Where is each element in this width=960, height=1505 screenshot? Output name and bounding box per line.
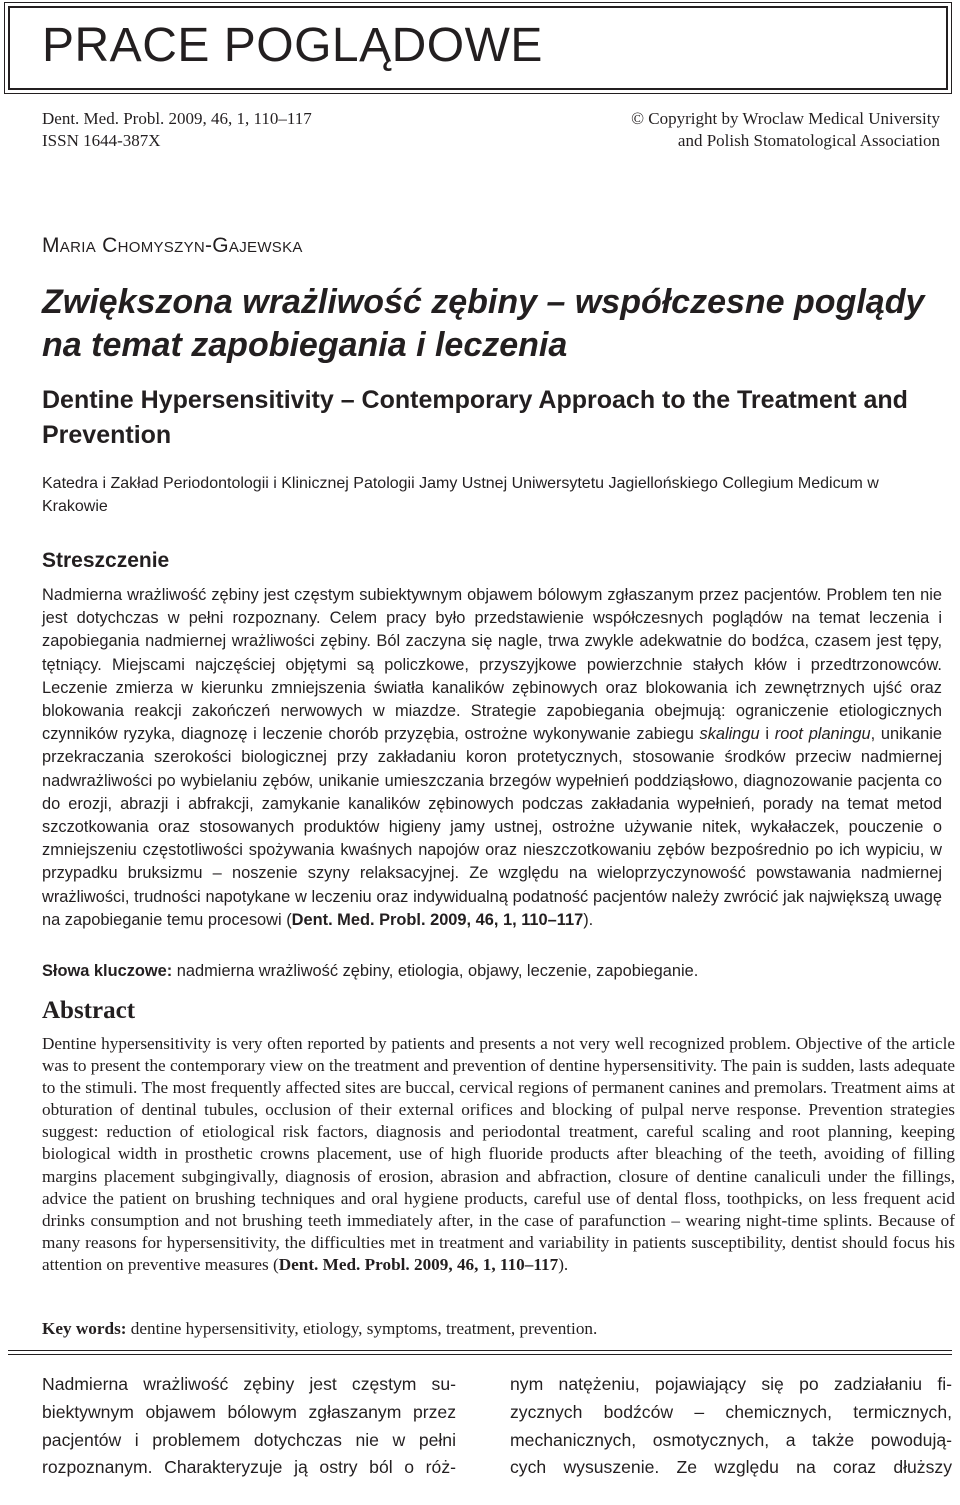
citation-line: Dent. Med. Probl. 2009, 46, 1, 110–117	[42, 109, 312, 128]
divider	[8, 1354, 952, 1355]
streszczenie-end: ).	[583, 910, 594, 929]
streszczenie-part: Nadmierna wrażliwość zębiny jest częstym subiektywnym objawem bólowym zgłaszanym przez pacjentów. Problem ten nie jest dotychczas w pełni rozpoznany. Celem pracy było przedstawienie współczesnych poglądów na temat leczenia i zapobiegania nadmiernej wrażliwości zębiny. Ból zaczyna się nagle, trwa zwykle adekwatnie do bodźca, czasem jest tępy, tętniący. Miejscami najczęściej objętymi są policzkowe, przyszyjkowe powierzchnie stałych kłów i przedtrzonowców. Leczenie zmierza w kierunku zmniejszenia światła kanalików zębinowych oraz blokowania ich zewnętrznych ujść oraz blokowania reakcji zakończeń nerwowych w miazdze. Strategie zapobiegania obejmują: ograniczenie etiologicznych czynników ryzyka, diagnozę i leczenie chorób przyzębia, ostrożne wykonywanie zabiegu	[42, 586, 942, 744]
abstract-body: Dentine hypersensitivity is very often reported by patients and presents a not very well recognized problem. Objective of the article was to present the contemporary view on the treatment and prevention of dentine hypersensitivity. The pain is sudden, lasts adequate to the stimuli. The most frequently affected sites are buccal, cervical regions of permanent canines and premolars. Treatment aims at obturation of dentinal tubules, occlusion of their external orifices and blocking of pulpal nerve response. Prevention strategies suggest: reduction of etiological risk factors, diagnosis and periodontal treatment, careful scaling and root planning, keeping biological width in prosthetic crowns placement, use of high fluoride products after bleaching of the teeth, avoiding of filling margins placement subgingivally, diagnosis of erosion, abrasion and abfraction, closure of dentine canaliculi under the fillings, advice the patient on brushing techniques and oral hygiene products, careful use of dental floss, toothpicks, on less frequent acid drinks consumption and not brushing teeth immediately after, in the case of parafunction – wearing night-time splints. Because of many reasons for hypersensitivity, the difficulties met in treatment and variability in patients susceptibility, dentist should focus his attention on preventive measures (	[42, 1034, 955, 1274]
abstract-reference: Dent. Med. Probl. 2009, 46, 1, 110–117	[278, 1254, 559, 1274]
streszczenie-heading: Streszczenie	[42, 549, 170, 572]
abstract-end: ).	[558, 1254, 569, 1274]
abstract-heading: Abstract	[42, 997, 136, 1024]
keywords-text: nadmierna wrażliwość zębiny, etiologia, objawy, leczenie, zapobieganie.	[172, 962, 699, 980]
divider	[8, 1350, 952, 1351]
body-line: mechanicznych, osmotycznych, a także powodują-	[510, 1429, 952, 1450]
keywords-text: dentine hypersensitivity, etiology, symptoms, treatment, prevention.	[126, 1319, 598, 1338]
body-line: biektywnym objawem bólowym zgłaszanym przez	[42, 1401, 456, 1422]
streszczenie-italic-term: root planingu	[774, 725, 871, 744]
copyright-notice	[631, 108, 940, 152]
body-column-right	[510, 1371, 952, 1482]
abstract-text	[42, 1033, 955, 1276]
streszczenie-part: i	[759, 725, 775, 744]
article-title-polish: Zwiększona wrażliwość zębiny – współczesne poglądy na temat zapobiegania i leczenia	[42, 283, 925, 364]
copyright-line: © Copyright by Wroclaw Medical University	[631, 109, 940, 128]
keywords-polish	[42, 960, 942, 983]
keywords-english	[42, 1319, 597, 1339]
journal-citation	[42, 108, 312, 152]
section-banner	[8, 6, 948, 90]
affiliation: Katedra i Zakład Periodontologii i Klinicznej Patologii Jamy Ustnej Uniwersytetu Jagiellońskiego Collegium Medicum w Krakowie	[42, 475, 879, 515]
copyright-line-2: and Polish Stomatological Association	[677, 131, 940, 150]
keywords-label: Słowa kluczowe:	[42, 962, 173, 980]
keywords-label: Key words:	[42, 1319, 127, 1338]
body-line: rozpoznanym. Charakteryzuje ją ostry ból o róż-	[42, 1457, 456, 1478]
body-line: Nadmierna wrażliwość zębiny jest częstym su-	[42, 1374, 456, 1394]
streszczenie-text	[42, 584, 942, 932]
streszczenie-italic-term: skalingu	[699, 725, 760, 744]
body-column-left	[42, 1371, 456, 1482]
body-line: nym natężeniu, pojawiający się po zadziałaniu fi-	[510, 1374, 952, 1394]
body-line: zycznych bodźców – chemicznych, termicznych,	[510, 1401, 952, 1422]
body-line: cych wysuszenie. Ze względu na coraz dłuższy	[510, 1457, 952, 1478]
streszczenie-part: , unikanie przekraczania szerokości biologicznej przy zakładaniu koron protetycznych, stosowanie środków przeciw nadmiernej nadwrażliwości po wybielaniu zębów, unikanie umieszczania brzegów wypełnień poddziąsłowo, diagnozowanie pacjenta co do erozji, abrazji i abfrakcji, zamykanie kanalików zębinowych podczas zakładania wypełnień, porady na temat metod szczotkowania oraz stosowanych produktów higieny jamy ustnej, ostrożne używanie nitek, wykałaczek, pouczenie o zmniejszeniu częstotliwości spożywania kwaśnych napojów oraz nieszczotkowaniu zębów bezpośrednio po ich wypiciu, w przypadku bruksizmu – noszenie szyny relaksacyjnej. Ze względu na wieloprzyczynowość powstawania nadmiernej wrażliwości, trudności napotykane w leczeniu oraz indywidualną podatność pacjentów należy zwrócić jak największą uwagę na zapobieganie temu procesowi (	[42, 725, 942, 929]
streszczenie-reference: Dent. Med. Probl. 2009, 46, 1, 110–117	[291, 910, 584, 929]
issn-line: ISSN 1644-387X	[42, 131, 161, 150]
author-name: Maria Chomyszyn-Gajewska	[42, 234, 303, 257]
article-title-english: Dentine Hypersensitivity – Contemporary Approach to the Treatment and Prevention	[42, 386, 908, 449]
body-line: pacjentów i problemem dotychczas nie w pełni	[42, 1429, 456, 1450]
section-title: PRACE POGLĄDOWE	[42, 19, 543, 72]
